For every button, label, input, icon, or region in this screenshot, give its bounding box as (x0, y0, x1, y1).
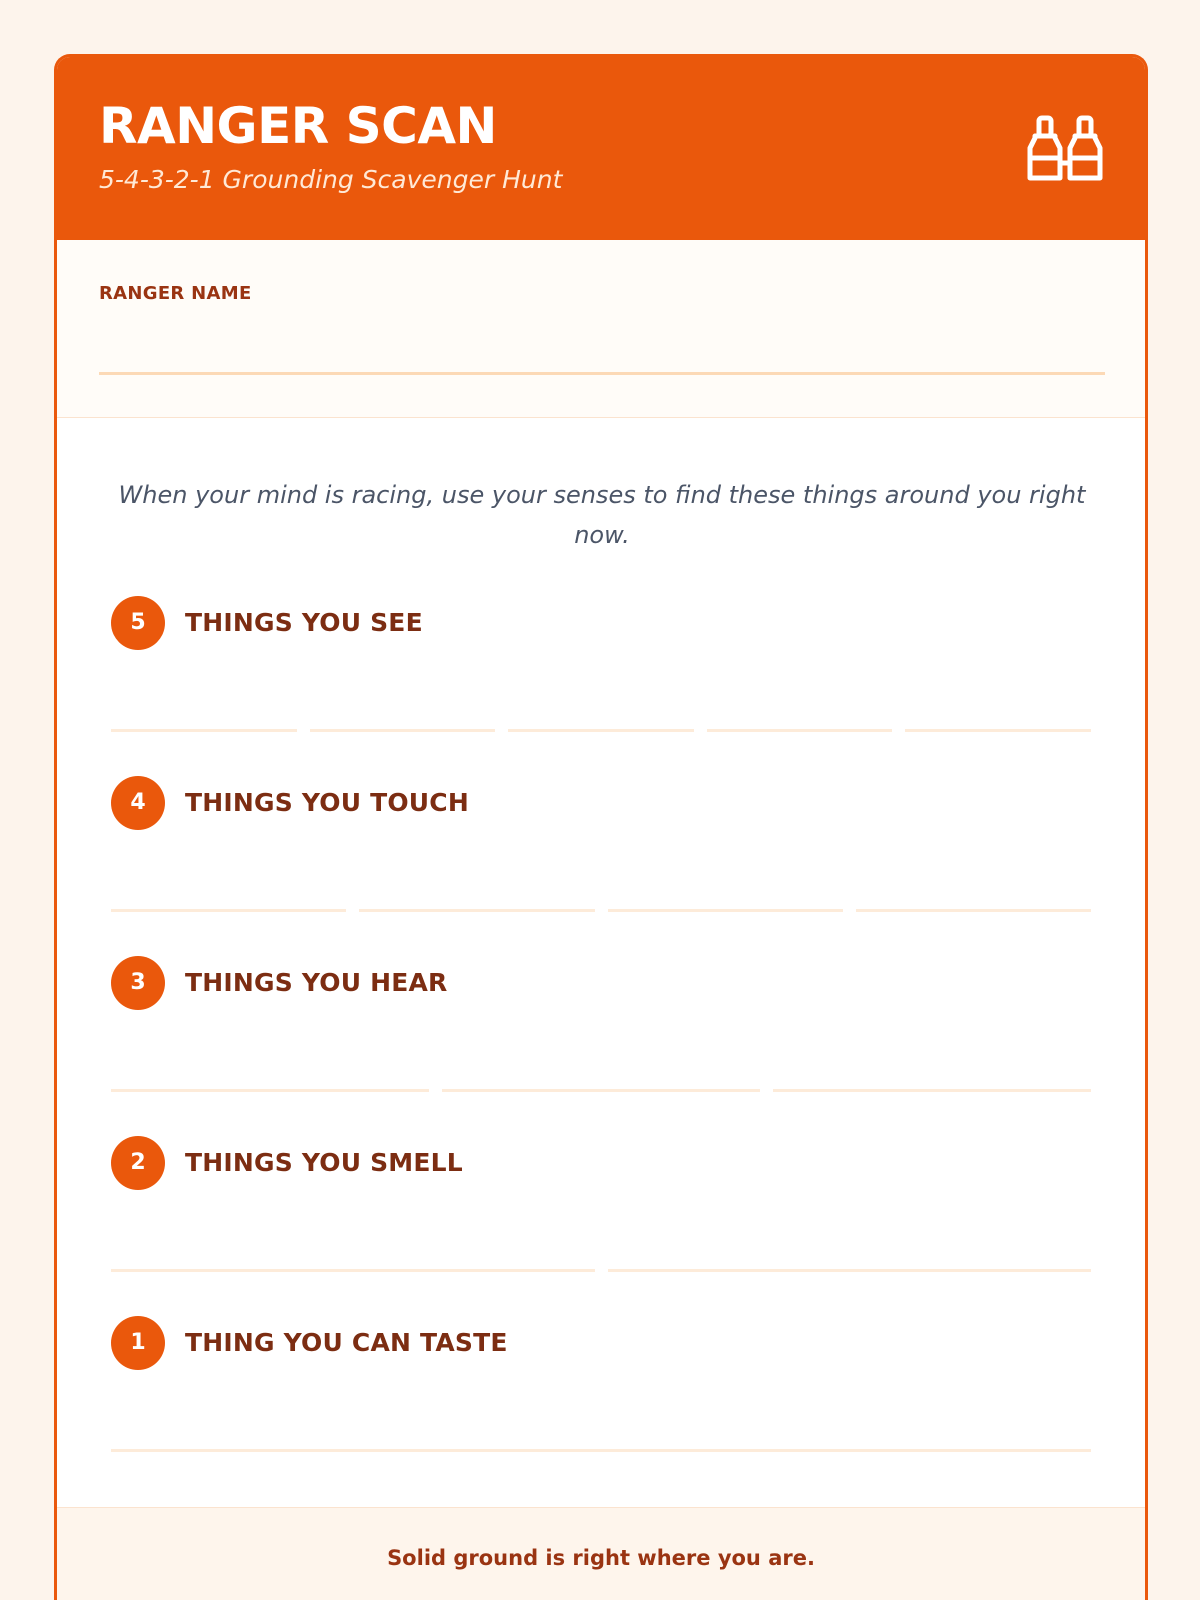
ranger-name-section (57, 240, 1145, 418)
answer-input[interactable] (111, 1412, 1091, 1452)
footer (57, 1507, 1145, 1600)
header (57, 57, 1145, 240)
answer-lines (111, 1052, 1091, 1092)
sense-title: THINGS YOU SEE (185, 608, 423, 637)
answer-input[interactable] (442, 1052, 760, 1092)
answer-input[interactable] (111, 1052, 429, 1092)
count-badge: 2 (111, 1136, 165, 1190)
count-badge: 1 (111, 1316, 165, 1370)
answer-input[interactable] (856, 872, 1091, 912)
binoculars-icon (1027, 113, 1103, 185)
answer-lines (111, 692, 1091, 732)
answer-input[interactable] (508, 692, 694, 732)
answer-lines (111, 872, 1091, 912)
answer-input[interactable] (111, 1232, 595, 1272)
sense-hear (111, 956, 1091, 1126)
answer-input[interactable] (608, 872, 843, 912)
sense-title: THINGS YOU TOUCH (185, 788, 469, 817)
sense-touch (111, 776, 1091, 946)
sense-see (111, 596, 1091, 766)
intro-text: When your mind is racing, use your senses to find these things around you right now. (118, 481, 1086, 549)
answer-input[interactable] (608, 1232, 1092, 1272)
answer-input[interactable] (773, 1052, 1091, 1092)
answer-input[interactable] (111, 872, 346, 912)
app-title: RANGER SCAN (99, 97, 497, 155)
sense-title: THINGS YOU HEAR (185, 968, 448, 997)
answer-input[interactable] (359, 872, 594, 912)
footer-message: Solid ground is right where you are. (387, 1546, 815, 1570)
answer-input[interactable] (111, 692, 297, 732)
sense-taste (111, 1316, 1091, 1486)
count-badge: 3 (111, 956, 165, 1010)
app-subtitle: 5-4-3-2-1 Grounding Scavenger Hunt (99, 165, 563, 194)
answer-lines (111, 1412, 1091, 1452)
answer-lines (111, 1232, 1091, 1272)
grounding-card (54, 54, 1148, 1600)
sense-smell (111, 1136, 1091, 1306)
count-badge: 4 (111, 776, 165, 830)
answer-input[interactable] (707, 692, 893, 732)
count-badge: 5 (111, 596, 165, 650)
sense-title: THING YOU CAN TASTE (185, 1328, 508, 1357)
answer-input[interactable] (905, 692, 1091, 732)
ranger-name-label: RANGER NAME (99, 283, 252, 304)
ranger-name-input[interactable] (99, 322, 1105, 375)
answer-input[interactable] (310, 692, 496, 732)
sense-title: THINGS YOU SMELL (185, 1148, 463, 1177)
